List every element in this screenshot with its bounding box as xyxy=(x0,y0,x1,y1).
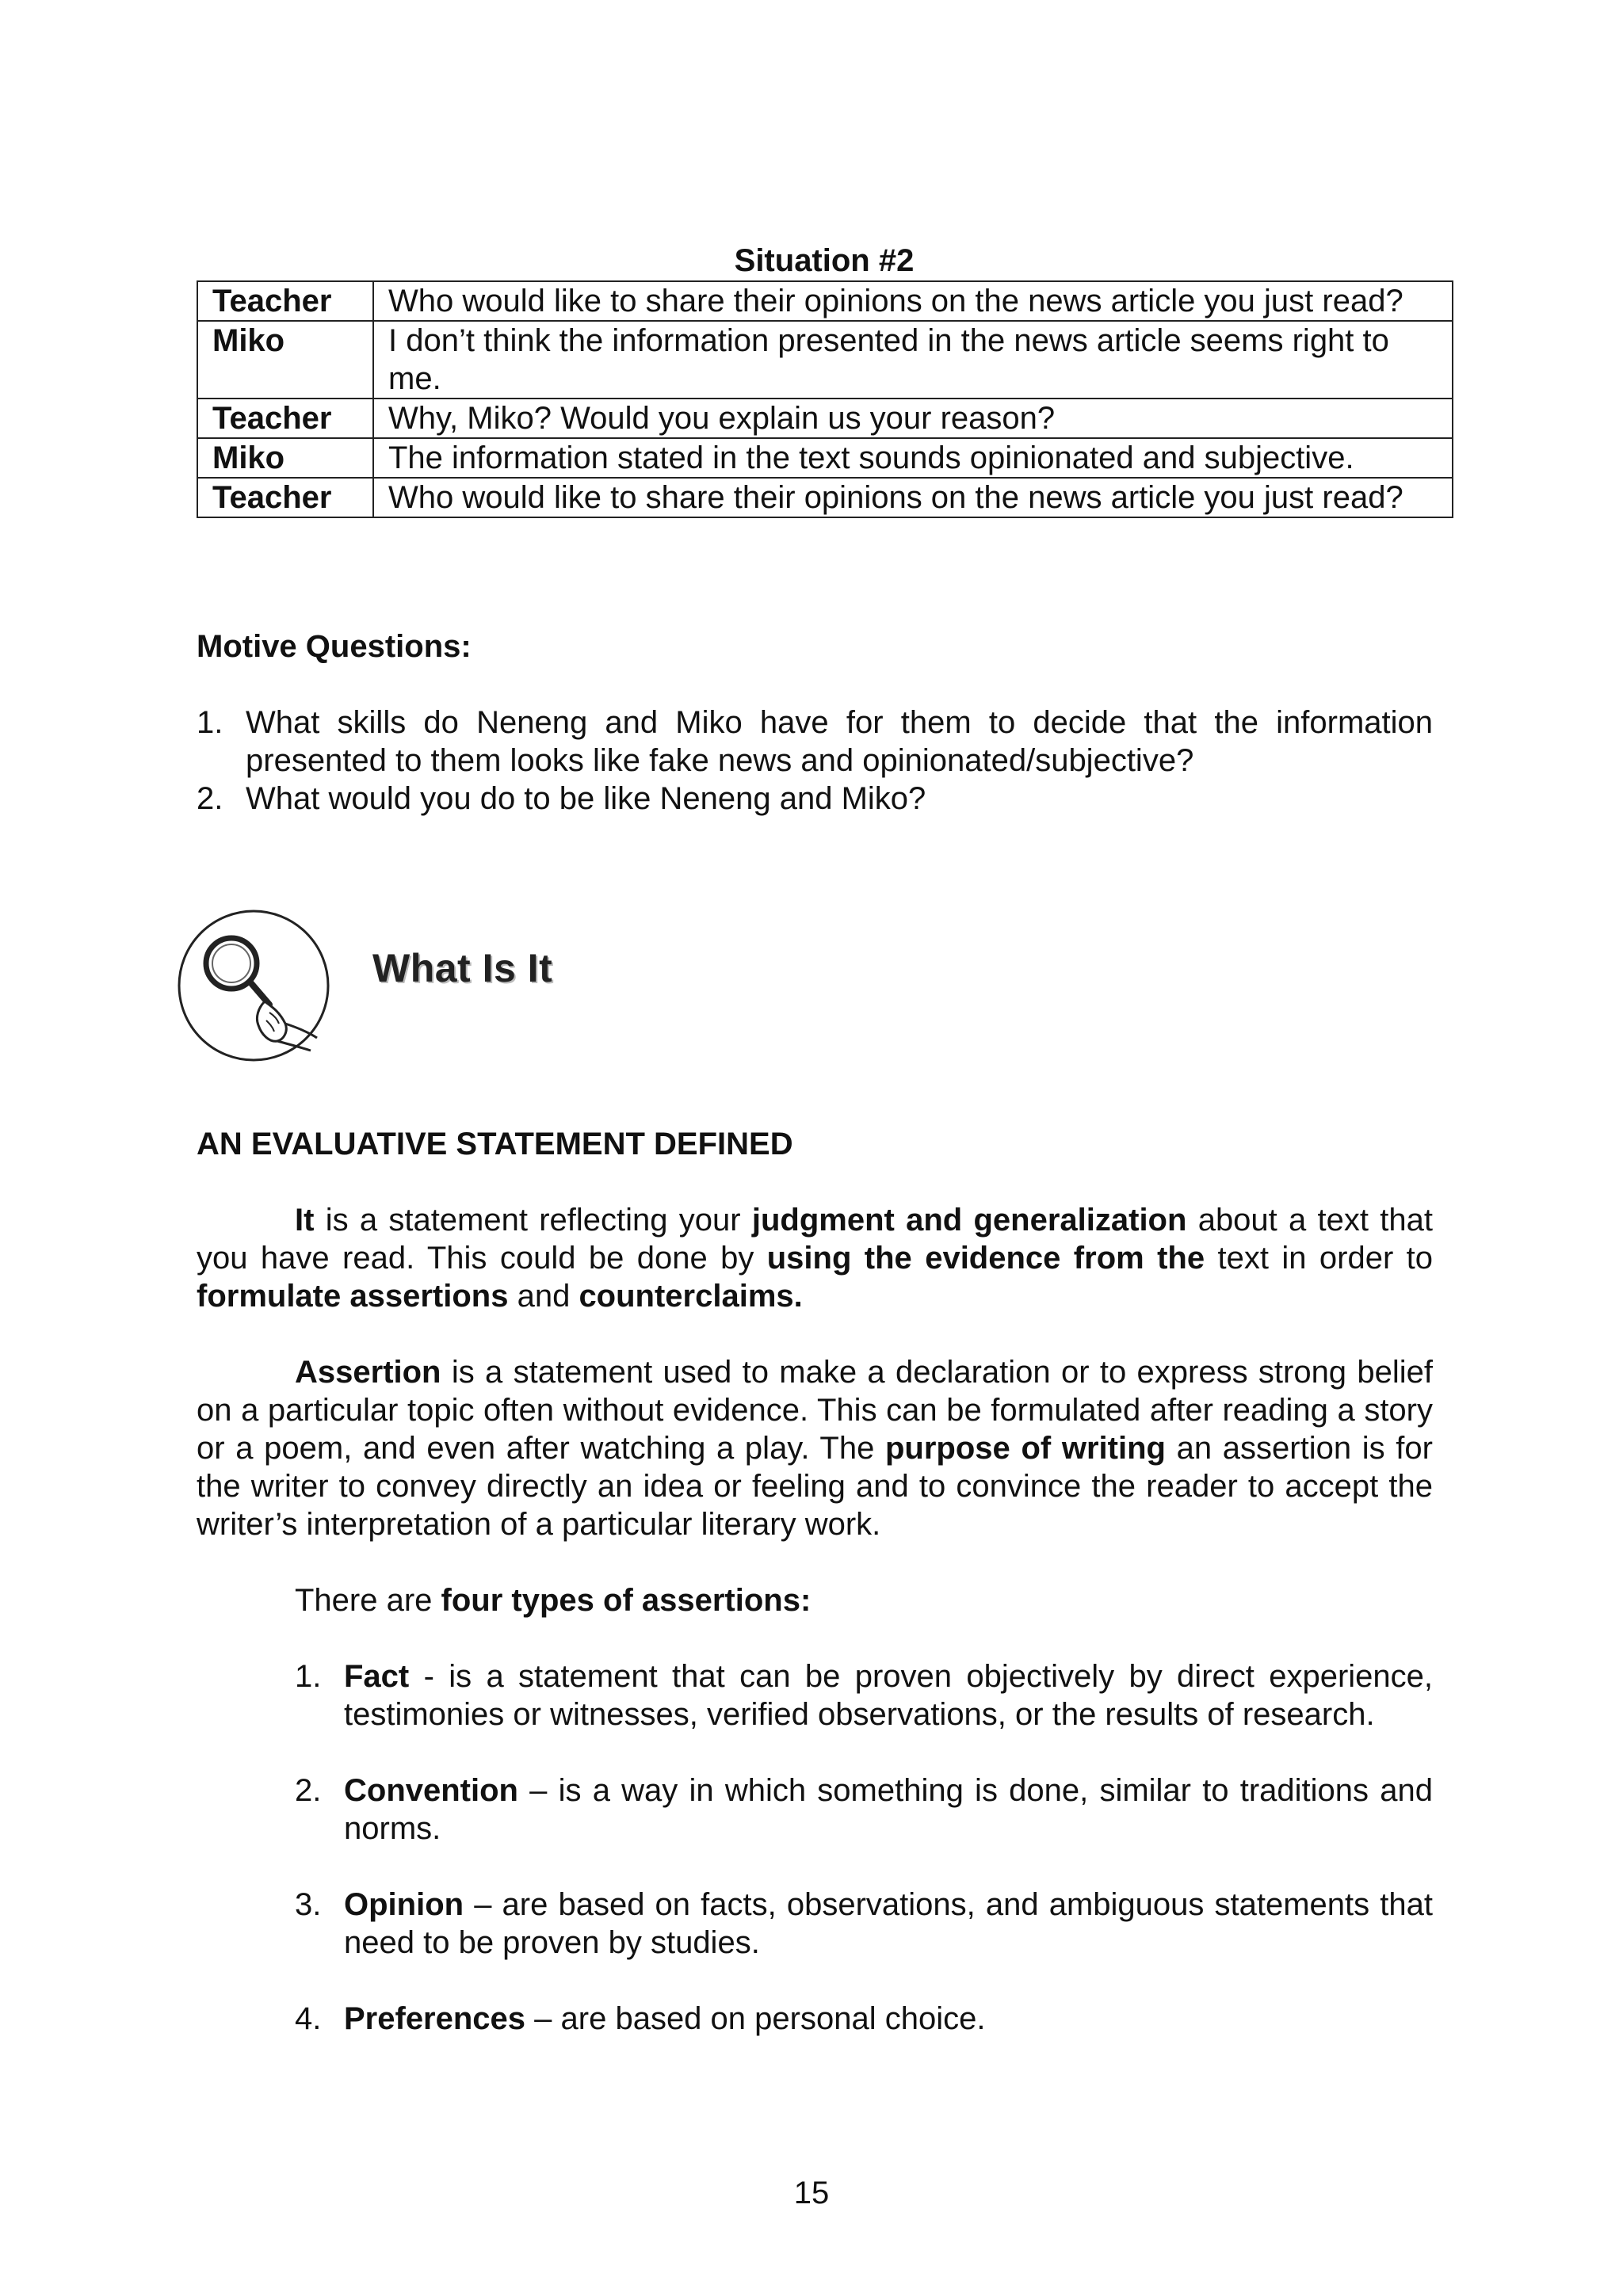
speaker-cell: Miko xyxy=(197,438,373,478)
bold-text: judgment and generalization xyxy=(751,1203,1187,1238)
bold-text: using the evidence from the xyxy=(766,1241,1205,1276)
list-item xyxy=(197,704,1433,780)
dialogue-cell: Why, Miko? Would you explain us your reason? xyxy=(373,399,1453,438)
text: is a statement reflecting your xyxy=(314,1203,752,1238)
bold-text: four types of assertions: xyxy=(441,1583,812,1618)
text: about a text that you have read. This could be done by xyxy=(197,1203,1433,1276)
list-text: What skills do Neneng and Miko have for them to decide that the information presented to them looks like fake news and opinionated/subjective? xyxy=(246,705,1433,778)
speaker-cell: Teacher xyxy=(197,281,373,321)
list-number: 3. xyxy=(295,1887,322,1922)
table-row xyxy=(197,321,1453,399)
list-number: 1. xyxy=(197,705,223,740)
paragraph-assertion xyxy=(197,1353,1433,1543)
magnifying-glass-icon xyxy=(176,908,331,1063)
assertion-types-list xyxy=(295,1657,1433,2038)
list-item xyxy=(295,2000,1433,2038)
paragraph-types-intro xyxy=(295,1581,1433,1619)
dialogue-cell: I don’t think the information presented in the news article seems right to me. xyxy=(373,321,1453,399)
term: Opinion xyxy=(344,1887,464,1922)
text: There are xyxy=(295,1583,441,1618)
term: Convention xyxy=(344,1773,518,1808)
situation-title: Situation #2 xyxy=(734,243,915,278)
speaker-cell: Miko xyxy=(197,321,373,399)
text: and xyxy=(508,1279,579,1314)
term-description: – is a way in which something is done, similar to traditions and norms. xyxy=(344,1773,1433,1846)
table-row xyxy=(197,281,1453,321)
text: is a statement used to make a declaration or to express strong belief on a particular topic often without evidence. This can be formulated after reading a story or a poem, and even after watching a play. The xyxy=(197,1355,1433,1466)
dialogue-cell: Who would like to share their opinions on the news article you just read? xyxy=(373,281,1453,321)
speaker-cell: Teacher xyxy=(197,478,373,517)
bold-text: purpose of writing xyxy=(884,1431,1166,1466)
speaker-cell: Teacher xyxy=(197,399,373,438)
list-number: 1. xyxy=(295,1659,322,1694)
table-row xyxy=(197,399,1453,438)
motive-questions-heading: Motive Questions: xyxy=(197,629,472,664)
term-description: - is a statement that can be proven objectively by direct experience, testimonies or witnesses, verified observations, or the results of research. xyxy=(344,1659,1433,1732)
table-row xyxy=(197,478,1453,517)
dialogue-table xyxy=(197,280,1453,518)
definition-heading: AN EVALUATIVE STATEMENT DEFINED xyxy=(197,1127,793,1161)
list-text: What would you do to be like Neneng and Miko? xyxy=(246,781,926,816)
term: Preferences xyxy=(344,2001,526,2036)
section-title: What Is It xyxy=(372,946,553,990)
bold-text: Assertion xyxy=(295,1355,441,1390)
bold-text: formulate assertions xyxy=(197,1279,509,1314)
table-row xyxy=(197,438,1453,478)
list-item xyxy=(295,1772,1433,1848)
text: text in order to xyxy=(1205,1241,1434,1276)
bold-text: counterclaims. xyxy=(579,1279,803,1314)
term-description: – are based on personal choice. xyxy=(525,2001,986,2036)
list-number: 4. xyxy=(295,2001,322,2036)
list-number: 2. xyxy=(295,1773,322,1808)
dialogue-cell: The information stated in the text sounds opinionated and subjective. xyxy=(373,438,1453,478)
dialogue-cell: Who would like to share their opinions on the news article you just read? xyxy=(373,478,1453,517)
list-item xyxy=(295,1886,1433,1962)
text: an assertion is for the writer to convey directly an idea or feeling and to convince the reader to accept the writer’s interpretation of a particular literary work. xyxy=(197,1431,1433,1542)
list-number: 2. xyxy=(197,781,223,816)
paragraph-definition xyxy=(197,1201,1433,1315)
term: Fact xyxy=(344,1659,410,1694)
bold-text: It xyxy=(295,1203,315,1238)
motive-questions-list xyxy=(197,704,1433,818)
list-item xyxy=(295,1657,1433,1733)
page-number: 15 xyxy=(793,2176,830,2210)
list-item xyxy=(197,780,1433,818)
term-description: – are based on facts, observations, and ambiguous statements that need to be proven by studies. xyxy=(344,1887,1433,1960)
